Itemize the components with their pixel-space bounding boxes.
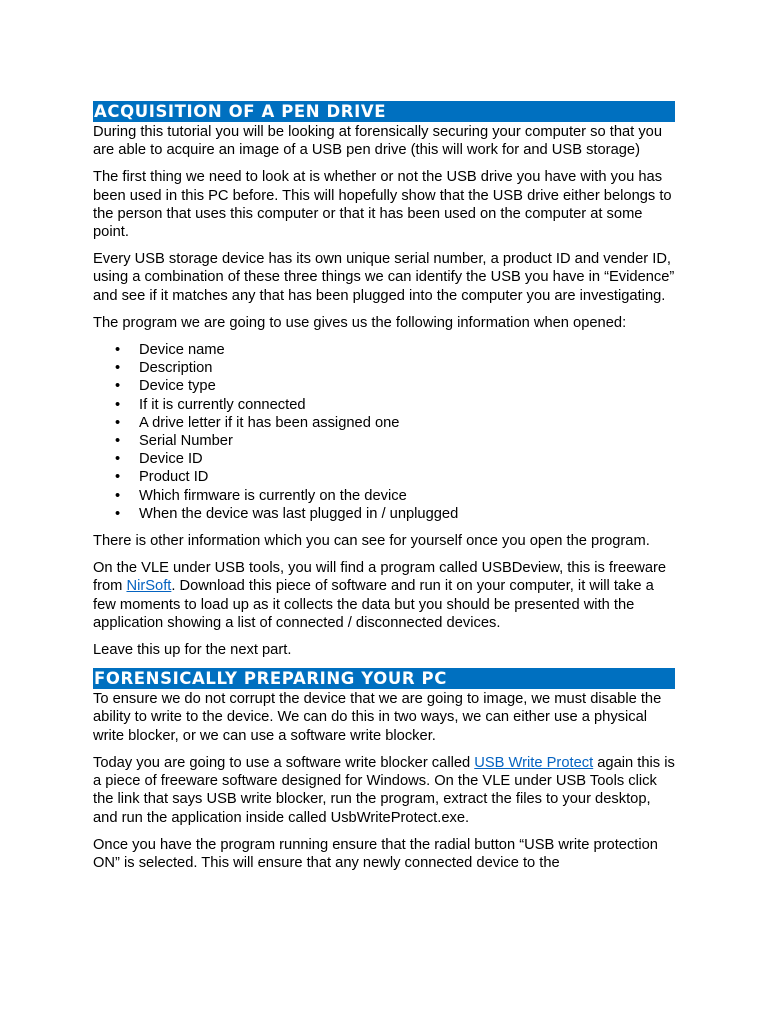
list-item: • Device type — [115, 378, 216, 395]
bullet-icon: • — [115, 414, 121, 431]
list-item: • Which firmware is currently on the device — [115, 487, 407, 504]
list-item: • Description — [115, 360, 213, 377]
write-block-paragraph: To ensure we do not corrupt the device that we are going to image, we must disable the ability to write to the device. We can do this in two ways, we can either use a physical write blocker, or we can use a software write blocker. — [93, 691, 662, 744]
bullet-icon: • — [115, 469, 121, 486]
usb-write-protect-paragraph: Today you are going to use a software write blocker called USB Write Protect again this is a piece of freeware software designed for Windows. On the VLE under USB Tools click the link that says USB write blocker, run the program, extract the files to your desktop, and run the application inside called UsbWriteProtect.exe. — [93, 754, 675, 826]
leave-up-paragraph: Leave this up for the next part. — [93, 642, 292, 659]
usb-write-protect-link[interactable]: USB Write Protect — [474, 754, 594, 771]
bullet-icon: • — [115, 396, 121, 413]
list-item: • Device ID — [115, 451, 203, 468]
nirsoft-link[interactable]: NirSoft — [126, 578, 172, 595]
usb-history-paragraph: The first thing we need to look at is whether or not the USB drive you have with you has been used in this PC before. This will hopefully show that the USB drive either belongs to the person that uses this computer or that it has been used on the computer at some point. — [93, 169, 672, 241]
document-content — [93, 101, 675, 881]
bullet-icon: • — [115, 378, 121, 395]
bullet-icon: • — [115, 342, 121, 359]
other-info-paragraph: There is other information which you can see for yourself once you open the program. — [93, 533, 650, 550]
list-item: • Product ID — [115, 469, 209, 486]
radial-button-paragraph: Once you have the program running ensure that the radial button “USB write protection ON” is selected. This will ensure that any newly connected device to the — [93, 836, 658, 871]
section-heading-acquisition: ACQUISITION OF A PEN DRIVE — [93, 101, 675, 122]
bullet-icon: • — [115, 451, 121, 468]
section-heading-preparing: FORENSICALLY PREPARING YOUR PC — [93, 668, 675, 689]
bullet-icon: • — [115, 360, 121, 377]
list-item: • Device name — [115, 342, 225, 359]
serial-number-paragraph: Every USB storage device has its own unique serial number, a product ID and vender ID, using a combination of these three things we can identify the USB you have in “Evidence” and see if it matches any that has been plugged into the computer you are investigating. — [93, 251, 675, 304]
list-item: • If it is currently connected — [115, 396, 306, 413]
bullet-icon: • — [115, 505, 121, 522]
intro-paragraph: During this tutorial you will be looking at forensically securing your computer so that you are able to acquire an image of a USB pen drive (this will work for and USB storage) — [93, 124, 663, 159]
list-item: • When the device was last plugged in / unplugged — [115, 505, 459, 522]
list-item: • A drive letter if it has been assigned one — [115, 414, 400, 431]
list-item: • Serial Number — [115, 433, 233, 450]
device-info-list — [93, 341, 675, 523]
bullet-icon: • — [115, 433, 121, 450]
usbdeview-paragraph: On the VLE under USB tools, you will find a program called USBDeview, this is freeware from NirSoft. Download this piece of software and run it on your computer, it will take a few moments to load up as it collects the data but you should be presented with the application showing a list of connected / disconnected devices. — [93, 560, 667, 631]
bullet-icon: • — [115, 487, 121, 504]
program-info-paragraph: The program we are going to use gives us the following information when opened: — [93, 314, 627, 331]
